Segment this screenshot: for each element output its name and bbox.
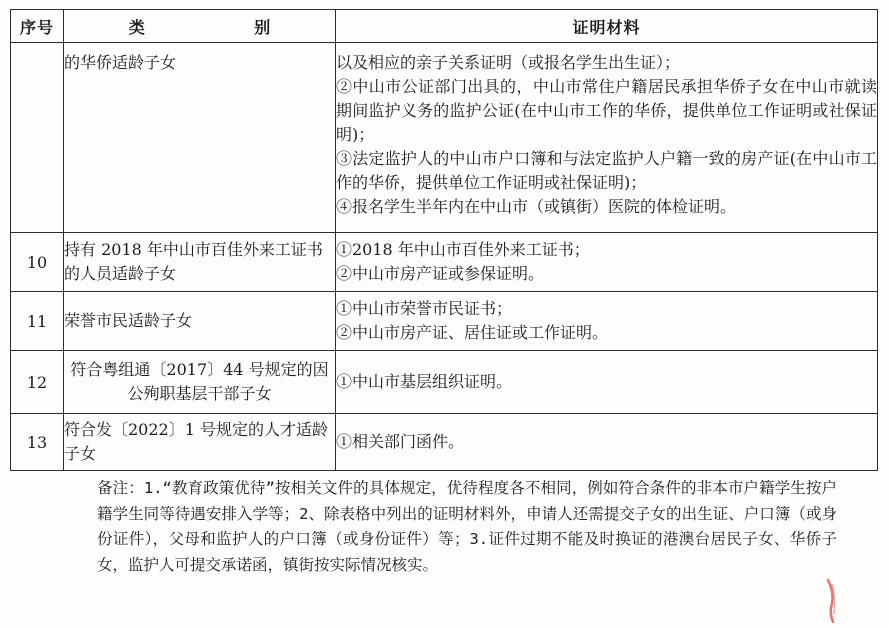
header-materials: 证明材料: [336, 10, 878, 43]
requirements-table: [10, 9, 878, 471]
material-item: ③法定监护人的中山市户口簿和与法定监护人户籍一致的房产证(在中山市工作的华侨，提供单位工作证明或社保证明)；: [336, 149, 877, 192]
material-item: ②中山市房产证或参保证明。: [336, 264, 545, 283]
material-item: ①2018 年中山市百佳外来工证书；: [336, 240, 590, 259]
table-header-row: [11, 10, 878, 43]
table-row: [11, 414, 878, 471]
material-item: ②中山市公证部门出具的，中山市常住户籍居民承担华侨子女在中山市就读期间监护义务的监护公证(在中山市工作的华侨，提供单位工作证明或社保证明)；: [336, 77, 877, 144]
table-row: [11, 292, 878, 351]
row-category: 符合粤组通〔2017〕44 号规定的因公殉职基层干部子女: [64, 351, 336, 414]
row-category: 的华侨适龄子女: [64, 43, 336, 233]
row-materials: [336, 292, 878, 351]
row-number: 12: [11, 351, 64, 414]
material-item: ①相关部门函件。: [336, 432, 465, 451]
material-item: ①中山市荣誉市民证书；: [336, 299, 513, 318]
row-category: 符合发〔2022〕1 号规定的人才适龄子女: [64, 414, 336, 471]
red-stamp-edge: [823, 578, 837, 623]
table-row: [11, 233, 878, 292]
row-number: 10: [11, 233, 64, 292]
header-number: 序号: [11, 10, 64, 43]
row-materials: [336, 43, 878, 233]
row-materials: [336, 233, 878, 292]
row-category: 荣誉市民适龄子女: [64, 292, 336, 351]
row-number: 11: [11, 292, 64, 351]
table-row: [11, 43, 878, 233]
material-item: ②中山市房产证、居住证或工作证明。: [336, 323, 609, 342]
row-materials: [336, 414, 878, 471]
header-category: [64, 10, 336, 43]
row-number: 13: [11, 414, 64, 471]
material-item: 以及相应的亲子关系证明（或报名学生出生证）；: [336, 53, 681, 72]
material-item: ①中山市基层组织证明。: [336, 372, 513, 391]
header-category-label: 类 别: [128, 17, 323, 37]
row-materials: [336, 351, 878, 414]
footnote-remarks: 备注：1.“教育政策优待”按相关文件的具体规定，优待程度各不相同，例如符合条件的非本市户籍学生按户籍学生同等待遇安排入学等；2、除表格中列出的证明材料外，申请人还需提交子女的出生证、户口簿（或身份证件），父母和监护人的户口簿（或身份证件）等；3.证件过期不能及时换证的港澳台居民子女、华侨子女，监护人可提交承诺函，镇街按实际情况核实。: [97, 479, 837, 574]
row-category: 持有 2018 年中山市百佳外来工证书的人员适龄子女: [64, 233, 336, 292]
table-row: [11, 351, 878, 414]
material-item: ④报名学生半年内在中山市（或镇街）医院的体检证明。: [336, 197, 737, 216]
row-number: [11, 43, 64, 233]
